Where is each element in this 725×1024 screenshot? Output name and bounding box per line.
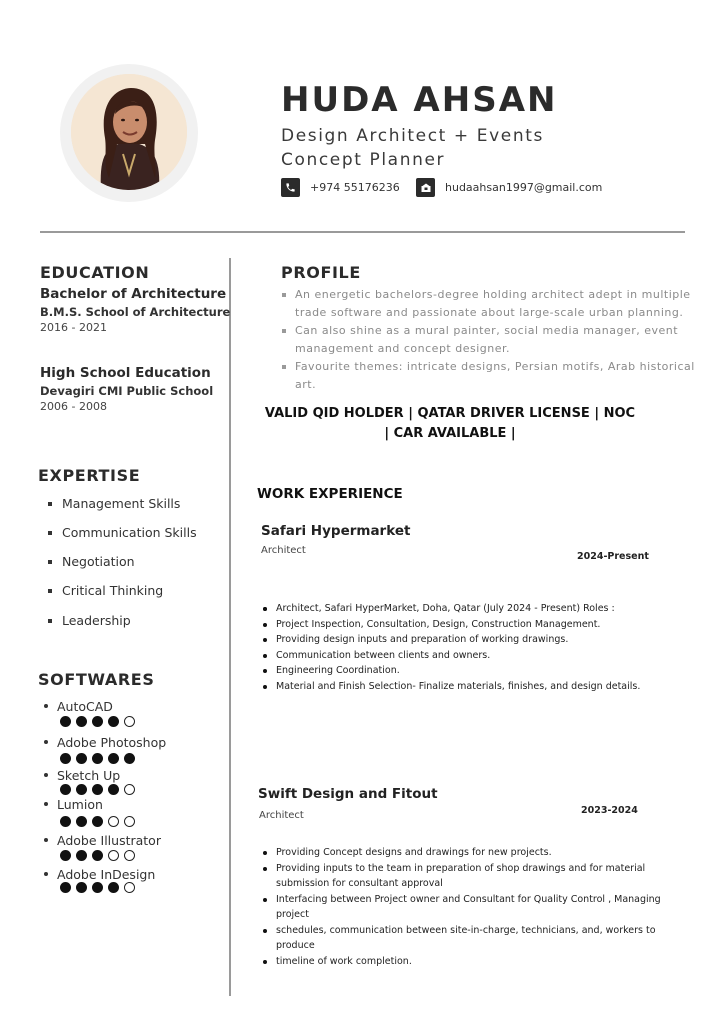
company-name: Safari Hypermarket bbox=[261, 523, 411, 539]
education-degree: Bachelor of Architecture bbox=[40, 286, 227, 302]
rating-dot-filled bbox=[76, 784, 87, 795]
rating-dot-empty bbox=[108, 816, 119, 827]
rating-dot-empty bbox=[124, 784, 135, 795]
company-name: Swift Design and Fitout bbox=[258, 786, 438, 802]
profile-list bbox=[282, 286, 702, 394]
job-role: Architect bbox=[259, 810, 304, 821]
duty-item: timeline of work completion. bbox=[262, 954, 662, 970]
education-years: 2006 - 2008 bbox=[40, 400, 107, 413]
rating-dot-filled bbox=[60, 816, 71, 827]
expertise-item: Communication Skills bbox=[48, 525, 197, 540]
work-experience-heading: WORK EXPERIENCE bbox=[257, 486, 403, 502]
rating-dot-filled bbox=[76, 753, 87, 764]
rating-dot-empty bbox=[108, 850, 119, 861]
education-degree: High School Education bbox=[40, 365, 211, 381]
rating-dot-filled bbox=[108, 753, 119, 764]
rating-dot-filled bbox=[76, 816, 87, 827]
expertise-heading: EXPERTISE bbox=[38, 466, 141, 485]
rating-dot-filled bbox=[92, 753, 103, 764]
rating-dot-filled bbox=[108, 784, 119, 795]
candidate-title bbox=[281, 124, 601, 172]
rating-dot-filled bbox=[92, 784, 103, 795]
rating-dot-filled bbox=[76, 716, 87, 727]
software-item: Lumion bbox=[44, 797, 103, 812]
profile-photo bbox=[71, 74, 187, 190]
rating-dot-empty bbox=[124, 850, 135, 861]
column-divider bbox=[229, 258, 231, 996]
expertise-item: Leadership bbox=[48, 613, 131, 628]
duty-item: Architect, Safari HyperMarket, Doha, Qatar (July 2024 - Present) Roles : bbox=[262, 601, 682, 617]
credentials-line-2: | CAR AVAILABLE | bbox=[384, 426, 516, 441]
software-item: Adobe Illustrator bbox=[44, 833, 161, 848]
duty-item: Engineering Coordination. bbox=[262, 663, 682, 679]
rating-dot-filled bbox=[60, 850, 71, 861]
phone-icon bbox=[281, 178, 300, 197]
duty-item: Communication between clients and owners. bbox=[262, 648, 682, 664]
software-item: AutoCAD bbox=[44, 699, 113, 714]
rating-dot-filled bbox=[92, 882, 103, 893]
software-item: Sketch Up bbox=[44, 768, 120, 783]
rating-dot-filled bbox=[60, 882, 71, 893]
skill-rating bbox=[60, 753, 135, 764]
software-item: Adobe InDesign bbox=[44, 867, 155, 882]
credentials-line-1: VALID QID HOLDER | QATAR DRIVER LICENSE | NOC bbox=[264, 406, 636, 421]
profile-item: Can also shine as a mural painter, social media manager, event management and concept designer. bbox=[282, 322, 702, 358]
rating-dot-empty bbox=[124, 716, 135, 727]
skill-rating bbox=[60, 816, 135, 827]
rating-dot-filled bbox=[60, 716, 71, 727]
phone-number: +974 55176236 bbox=[310, 181, 400, 194]
skill-rating bbox=[60, 716, 135, 727]
duty-item: Interfacing between Project owner and Consultant for Quality Control , Managing project bbox=[262, 892, 662, 923]
rating-dot-filled bbox=[92, 850, 103, 861]
education-years: 2016 - 2021 bbox=[40, 321, 107, 334]
duty-item: Project Inspection, Consultation, Design, Construction Management. bbox=[262, 617, 682, 633]
title-line-2: Concept Planner bbox=[281, 150, 446, 170]
mail-icon bbox=[416, 178, 435, 197]
duty-item: Providing Concept designs and drawings for new projects. bbox=[262, 845, 662, 861]
software-item: Adobe Photoshop bbox=[44, 735, 166, 750]
title-line-1: Design Architect + Events bbox=[281, 126, 544, 146]
rating-dot-filled bbox=[108, 716, 119, 727]
header-divider bbox=[40, 231, 685, 233]
rating-dot-filled bbox=[124, 753, 135, 764]
profile-item: Favourite themes: intricate designs, Persian motifs, Arab historical art. bbox=[282, 358, 702, 394]
rating-dot-filled bbox=[76, 850, 87, 861]
expertise-item: Negotiation bbox=[48, 554, 135, 569]
duty-item: Material and Finish Selection- Finalize materials, finishes, and design details. bbox=[262, 679, 682, 695]
job-period: 2024-Present bbox=[577, 551, 649, 562]
duty-item: Providing inputs to the team in preparation of shop drawings and for material submission for consultant approval bbox=[262, 861, 662, 892]
education-school: B.M.S. School of Architecture bbox=[40, 305, 231, 319]
expertise-item: Critical Thinking bbox=[48, 583, 163, 598]
job-duties bbox=[262, 601, 682, 694]
job-role: Architect bbox=[261, 545, 306, 556]
candidate-name: HUDA AHSAN bbox=[281, 80, 558, 120]
rating-dot-filled bbox=[76, 882, 87, 893]
job-period: 2023-2024 bbox=[581, 805, 638, 816]
education-school: Devagiri CMI Public School bbox=[40, 384, 214, 398]
email-address: hudaahsan1997@gmail.com bbox=[445, 181, 603, 194]
credentials bbox=[264, 404, 636, 444]
rating-dot-filled bbox=[92, 816, 103, 827]
duty-item: schedules, communication between site-in-charge, technicians, and, workers to produce bbox=[262, 923, 662, 954]
rating-dot-filled bbox=[60, 753, 71, 764]
rating-dot-filled bbox=[92, 716, 103, 727]
email-contact[interactable] bbox=[416, 178, 602, 197]
skill-rating bbox=[60, 882, 135, 893]
skill-rating bbox=[60, 850, 135, 861]
education-heading: EDUCATION bbox=[40, 263, 150, 282]
skill-rating bbox=[60, 784, 135, 795]
profile-item: An energetic bachelors-degree holding architect adept in multiple trade software and passionate about large-scale urban planning. bbox=[282, 286, 702, 322]
rating-dot-empty bbox=[124, 816, 135, 827]
rating-dot-filled bbox=[60, 784, 71, 795]
job-duties bbox=[262, 845, 662, 969]
softwares-heading: SOFTWARES bbox=[38, 670, 155, 689]
rating-dot-filled bbox=[108, 882, 119, 893]
duty-item: Providing design inputs and preparation of working drawings. bbox=[262, 632, 682, 648]
phone-contact[interactable] bbox=[281, 178, 400, 197]
profile-heading: PROFILE bbox=[281, 263, 361, 282]
expertise-item: Management Skills bbox=[48, 496, 180, 511]
rating-dot-empty bbox=[124, 882, 135, 893]
